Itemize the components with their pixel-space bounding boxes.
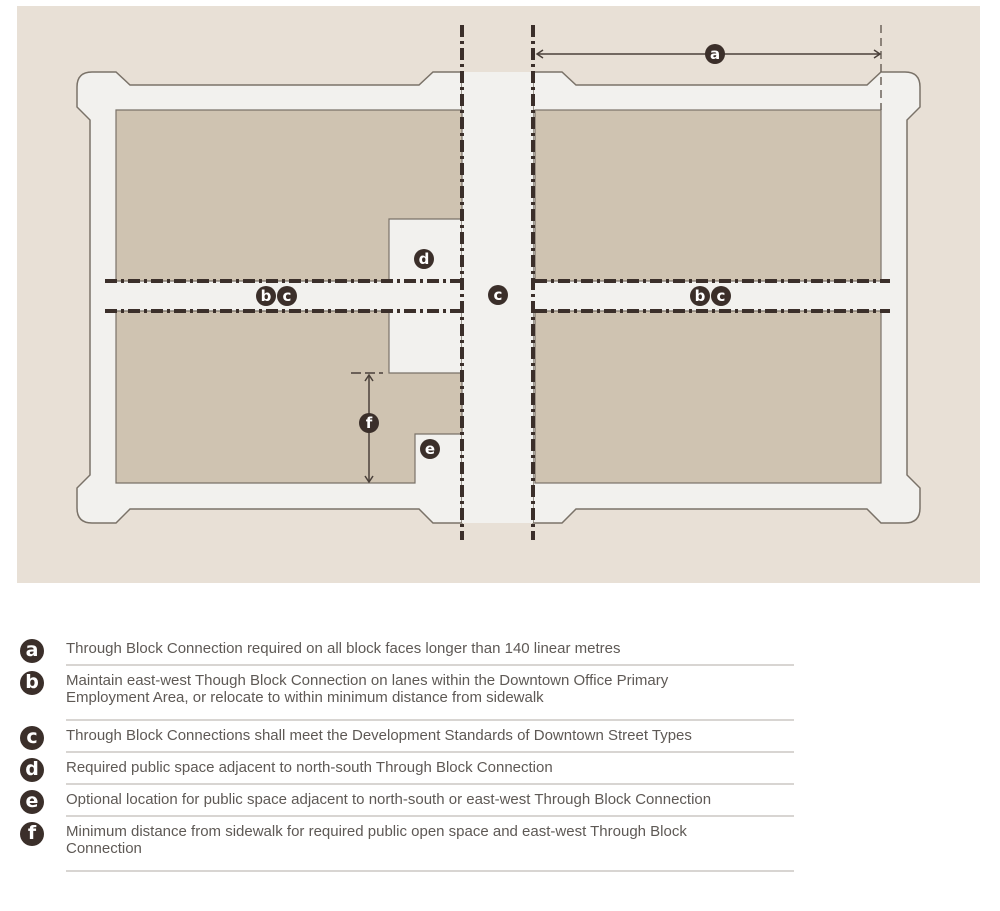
- marker-e: [420, 439, 440, 459]
- legend-text-c: Through Block Connections shall meet the Development Standards of Downtown Street Types: [66, 723, 794, 753]
- legend-text-b: Maintain east-west Though Block Connection on lanes within the Downtown Office Primary Employment Area, or relocate to within minimum distance from sidewalk: [66, 668, 794, 721]
- marker-c-left: [277, 286, 297, 306]
- svg-text:e: e: [424, 440, 436, 458]
- marker-c-center: [488, 285, 508, 305]
- marker-c-right: [711, 286, 731, 306]
- svg-text:c: c: [282, 287, 292, 305]
- svg-text:b: b: [260, 287, 272, 305]
- legend-text-a: Through Block Connection required on all block faces longer than 140 linear metres: [66, 636, 794, 666]
- legend-text-f: Minimum distance from sidewalk for required public open space and east-west Through Block Connection: [66, 819, 794, 872]
- legend-item-e: [20, 787, 800, 817]
- svg-text:c: c: [716, 287, 726, 305]
- legend-item-b: [20, 668, 800, 721]
- legend-item-f: [20, 819, 800, 872]
- marker-a: [705, 44, 725, 64]
- marker-b-right: [690, 286, 710, 306]
- svg-text:c: c: [493, 286, 503, 304]
- svg-text:f: f: [365, 414, 373, 432]
- legend-badge-f: f: [20, 822, 44, 846]
- legend-badge-e: e: [20, 790, 44, 814]
- marker-f: [359, 413, 379, 433]
- svg-text:a: a: [709, 45, 721, 63]
- legend-item-c: [20, 723, 800, 753]
- svg-text:d: d: [418, 250, 430, 268]
- legend: [20, 636, 800, 872]
- legend-badge-a: a: [20, 639, 44, 663]
- legend-text-e: Optional location for public space adjacent to north-south or east-west Through Block Connection: [66, 787, 794, 817]
- legend-badge-c: c: [20, 726, 44, 750]
- legend-badge-b: b: [20, 671, 44, 695]
- legend-item-d: [20, 755, 800, 785]
- legend-badge-d: d: [20, 758, 44, 782]
- marker-b-left: [256, 286, 276, 306]
- right-building-south: [535, 311, 881, 483]
- legend-item-a: [20, 636, 800, 666]
- legend-text-d: Required public space adjacent to north-south Through Block Connection: [66, 755, 794, 785]
- svg-text:b: b: [694, 287, 706, 305]
- right-building-north: [535, 110, 881, 281]
- marker-d: [414, 249, 434, 269]
